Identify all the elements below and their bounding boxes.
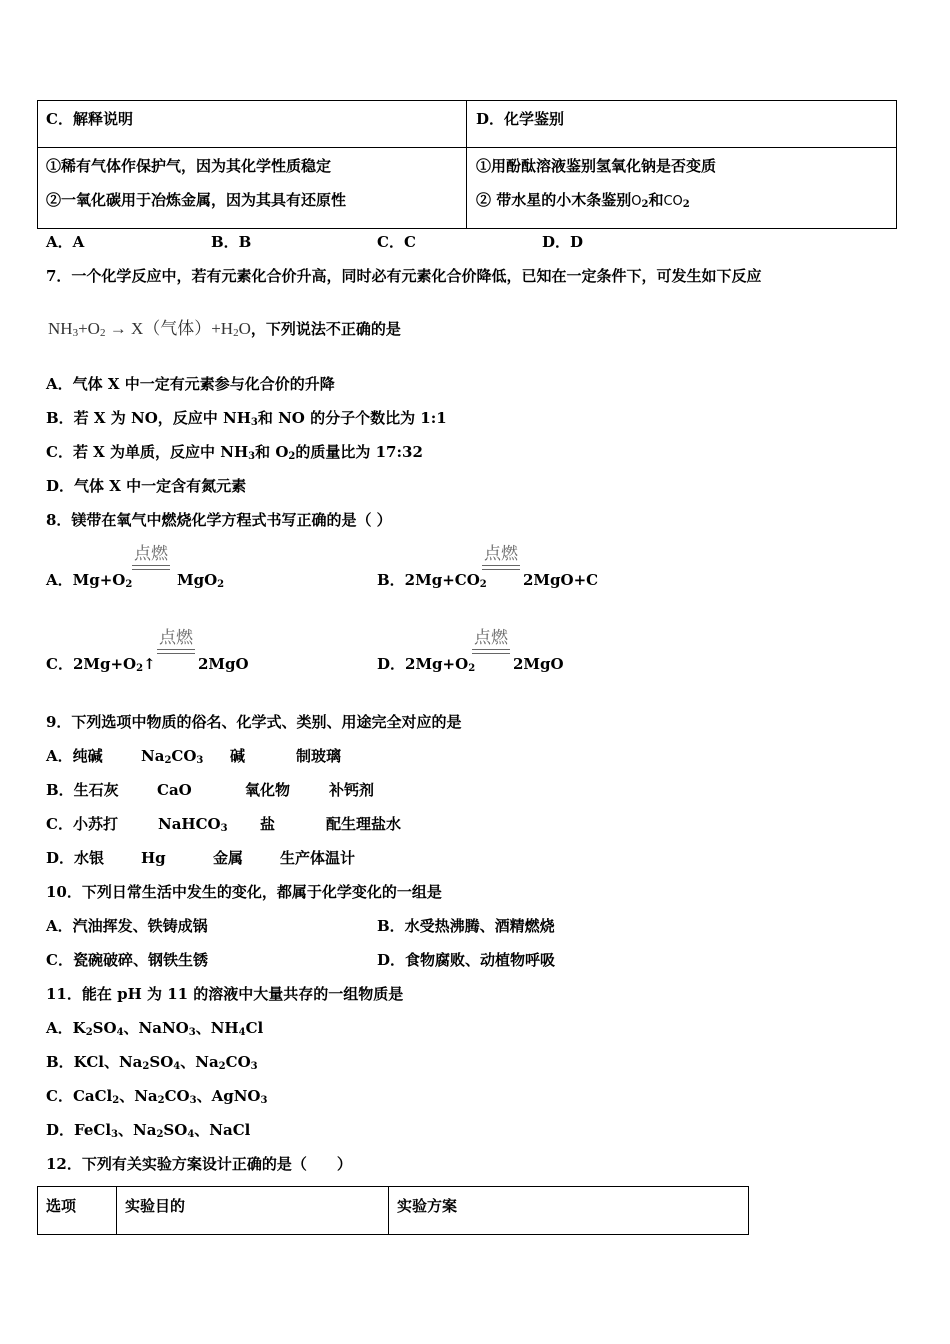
q9-option-d: D．水银: [46, 849, 105, 867]
reaction-condition: 点燃: [156, 630, 196, 654]
q11-option-d: D．FeCl$_3$、$Na_2SO_4$、NaCl: [46, 1121, 251, 1140]
q8-stem: 8．镁带在氧气中燃烧化学方程式书写正确的是（ ）: [46, 511, 392, 529]
q9-option-b-formula: CaO: [157, 781, 192, 799]
q11-option-c: C．CaCl$_2$、$Na_2CO_3$、AgNO$_3$: [46, 1087, 268, 1106]
reaction-condition: 点燃: [131, 546, 171, 570]
q7-option-c: C．若 X 为单质，反应中 $NH_3$和 $O_2$的质量比为 17:32: [46, 443, 423, 462]
table-cell-c1: ①稀有气体作保护气，因为其化学性质稳定: [46, 157, 332, 175]
q9-option-b: B．生石灰: [46, 781, 119, 799]
q8-option-d: D．$2Mg+O_2$: [377, 655, 476, 674]
experiment-table: [37, 1186, 749, 1235]
q10-option-c: C．瓷碗破碎、钢铁生锈: [46, 951, 208, 969]
q10-option-a: A．汽油挥发、铁铸成锅: [46, 917, 208, 935]
table-header-plan: 实验方案: [397, 1197, 458, 1215]
q12-stem: 12．下列有关实验方案设计正确的是（ ）: [46, 1155, 352, 1173]
q11-stem: 11．能在 pH 为 11 的溶液中大量共存的一组物质是: [46, 985, 404, 1003]
q8-option-a: A．$Mg+O_2$: [46, 571, 133, 590]
q9-option-b-use: 补钙剂: [329, 781, 375, 799]
table-divider: [116, 1187, 117, 1234]
table-cell-c2: ②一氧化碳用于冶炼金属，因为其具有还原性: [46, 191, 347, 209]
table-header-purpose: 实验目的: [125, 1197, 186, 1215]
table-header-d: D．化学鉴别: [476, 110, 565, 128]
q9-option-a-type: 碱: [230, 747, 246, 765]
q7-option-a: A．气体 X 中一定有元素参与化合价的升降: [46, 375, 335, 393]
table-divider: [38, 147, 896, 148]
table-cell-d1: ①用酚酞溶液鉴别氢氧化钠是否变质: [476, 157, 717, 175]
q9-option-c-use: 配生理盐水: [326, 815, 402, 833]
table-divider: [388, 1187, 389, 1234]
q8-option-c: C．$2Mg+O_2↑$: [46, 655, 156, 674]
q8-option-b-product: 2MgO+C: [523, 571, 599, 589]
q7-option-d: D．气体 X 中一定含有氮元素: [46, 477, 247, 495]
q11-option-b: B．KCl、$Na_2SO_4$、$Na_2CO_3$: [46, 1053, 258, 1072]
q6-option-c: C．C: [377, 233, 416, 251]
q6-option-b: B．B: [211, 233, 252, 251]
q6-option-d: D．D: [542, 233, 584, 251]
q8-option-d-product: 2MgO: [513, 655, 564, 673]
q9-stem: 9．下列选项中物质的俗名、化学式、类别、用途完全对应的是: [46, 713, 462, 731]
reaction-condition: 点燃: [481, 546, 521, 570]
table-header-option: 选项: [46, 1197, 77, 1215]
q9-option-a-use: 制玻璃: [296, 747, 342, 765]
options-table: [37, 100, 897, 229]
q10-option-b: B．水受热沸腾、酒精燃烧: [377, 917, 555, 935]
q9-option-d-type: 金属: [213, 849, 244, 867]
q8-option-a-product: MgO$_2$: [177, 571, 225, 590]
table-divider: [466, 101, 467, 228]
q9-option-c: C．小苏打: [46, 815, 118, 833]
table-cell-d2: ② 带水星的小木条鉴别$O_2$和$CO_2$: [476, 191, 690, 210]
table-header-c: C．解释说明: [46, 110, 133, 128]
q10-stem: 10．下列日常生活中发生的变化，都属于化学变化的一组是: [46, 883, 442, 901]
q8-option-c-product: 2MgO: [198, 655, 249, 673]
q9-option-a-formula: $Na_2CO_3$: [141, 747, 204, 766]
q7-stem: 7．一个化学反应中，若有元素化合价升高，同时必有元素化合价降低，已知在一定条件下，可发生如下反应: [46, 267, 762, 285]
q10-option-d: D．食物腐败、动植物呼吸: [377, 951, 556, 969]
q7-option-b: B．若 X 为 NO，反应中 $NH_3$和 NO 的分子个数比为 1:1: [46, 409, 447, 428]
q9-option-d-formula: Hg: [141, 849, 166, 867]
q9-option-b-type: 氧化物: [245, 781, 291, 799]
q6-option-a: A．A: [46, 233, 85, 251]
q11-option-a: A．$K_2SO_4$、NaNO$_3$、$NH_4Cl$: [46, 1019, 264, 1038]
reaction-condition: 点燃: [471, 630, 511, 654]
q9-option-c-type: 盐: [260, 815, 276, 833]
q9-option-a: A．纯碱: [46, 747, 103, 765]
q9-option-d-use: 生产体温计: [280, 849, 356, 867]
q9-option-c-formula: NaHCO$_3$: [158, 815, 228, 834]
q8-option-b: B．$2Mg+CO_2$: [377, 571, 487, 590]
q7-equation: $NH_3+O_2 \to X$（气体）$+H_2O$，下列说法不正确的是: [48, 319, 401, 339]
